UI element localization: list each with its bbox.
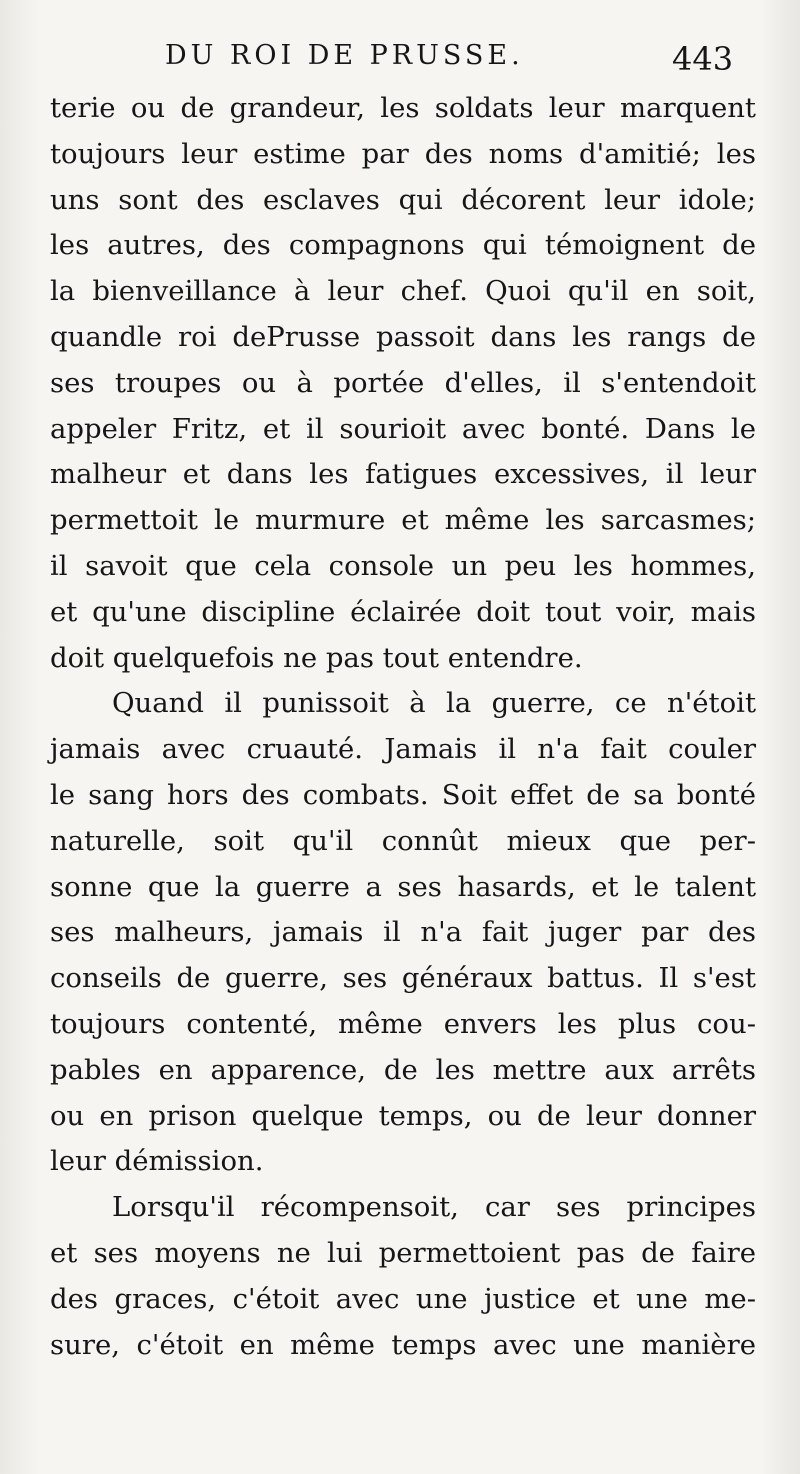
text-line: toujours leur estime par des noms d'amitié; les xyxy=(50,137,756,170)
text-line: il savoit que cela console un peu les hommes, xyxy=(50,549,756,582)
text-line: malheur et dans les fatigues excessives, il leur xyxy=(50,458,756,491)
text-line: la bienveillance à leur chef. Quoi qu'il en soit, xyxy=(50,275,756,308)
text-line: conseils de guerre, ses généraux battus. Il s'est xyxy=(50,962,756,995)
paragraph-end-line: leur démission. xyxy=(50,1145,264,1178)
text-line: appeler Fritz, et il sourioit avec bonté. Dans le xyxy=(50,412,756,445)
paragraph-end-line: doit quelquefois ne pas tout entendre. xyxy=(50,641,583,674)
text-line: naturelle, soit qu'il connût mieux que per- xyxy=(50,824,756,857)
text-line: terie ou de grandeur, les soldats leur marquent xyxy=(50,92,756,124)
text-line: ses malheurs, jamais il n'a fait juger par des xyxy=(50,916,756,949)
page-number: 443 xyxy=(672,40,734,78)
text-line: des graces, c'étoit avec une justice et une me- xyxy=(50,1282,756,1315)
text-line: jamais avec cruauté. Jamais il n'a fait couler xyxy=(50,733,756,766)
text-line: permettoit le murmure et même les sarcasmes; xyxy=(50,504,756,537)
paragraph-start-line: Quand il punissoit à la guerre, ce n'étoit xyxy=(112,687,756,720)
text-line: uns sont des esclaves qui décorent leur idole; xyxy=(50,183,756,216)
page-header xyxy=(0,38,800,88)
text-line: pables en apparence, de les mettre aux arrêts xyxy=(50,1053,756,1086)
text-line: les autres, des compagnons qui témoignent de xyxy=(50,229,756,262)
text-line: ses troupes ou à portée d'elles, il s'entendoit xyxy=(50,366,756,399)
text-line: ou en prison quelque temps, ou de leur donner xyxy=(50,1099,756,1132)
body-text xyxy=(50,86,756,1368)
paragraph-start-line: Lorsqu'il récompensoit, car ses principes xyxy=(112,1191,756,1224)
text-line: sonne que la guerre a ses hasards, et le talent xyxy=(50,870,756,903)
running-title: DU ROI DE PRUSSE. xyxy=(165,40,524,71)
text-line: et ses moyens ne lui permettoient pas de faire xyxy=(50,1236,756,1269)
text-line: quandle roi dePrusse passoit dans les rangs de xyxy=(50,320,756,353)
text-line: toujours contenté, même envers les plus cou- xyxy=(50,1007,756,1040)
text-line: et qu'une discipline éclairée doit tout voir, mais xyxy=(50,595,756,628)
text-line: le sang hors des combats. Soit effet de sa bonté xyxy=(50,778,756,811)
text-line: sure, c'étoit en même temps avec une manière xyxy=(50,1328,756,1361)
